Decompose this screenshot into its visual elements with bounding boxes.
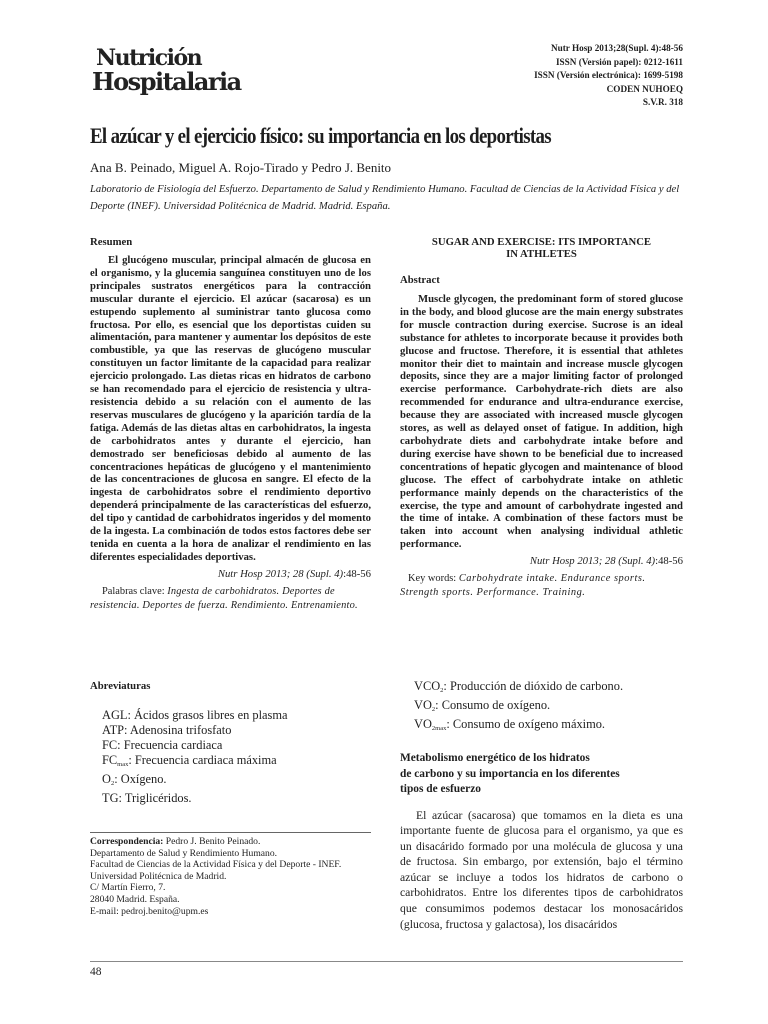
resumen-text: El glucógeno muscular, principal almacén de glucosa en el organismo, y la glucemia sanguínea constituyen uno de los principales sustratos energéticos para la contracción muscular durante el ejercicio. El azúcar (sacarosa) es un estupendo suplemento al suministrar tanto glucosa como fructosa. Por ello, es esencial que los deportistas cuiden su alimentación, para mantener y aumentar los depósitos de este combustible, ya que las reservas de glucógeno muscular constituyen un factor limitante de la capacidad para realizar ejercicio prolongado. Las dietas ricas en hidratos de carbono se han recomendado para el ejercicio de resistencia y ultra-resistencia debido a su relación con el aumento de las reservas musculares de glucógeno y la aparición tardía de la fatiga. Además de las dietas altas en carbohidratos, la ingesta de carbohidratos antes y durante el ejercicio, han demostrado ser beneficiosas debido al aumento de las concentraciones hepáticas de glucógeno y el mantenimiento de las concentraciones de glucosa en sangre. El efecto de la ingesta de carbohidratos sobre el rendimiento deportivo dependerá principalmente de las características del esfuerzo, del tipo y cantidad de carbohidratos ingeridos y del momento de la ingesta. La combinación de todos estos factores debe ser tenida en cuenta a la hora de analizar el rendimiento en las diferentes especialidades deportivas. bbox=[90, 254, 371, 563]
abbreviation-item: $VCO_2$: Producción de dióxido de carbono. bbox=[414, 679, 624, 694]
journal-logo bbox=[92, 46, 252, 94]
correspondence-name: Pedro J. Benito Peinado. bbox=[165, 836, 261, 847]
meta-issn-print: ISSN (Versión papel): 0212-1611 bbox=[555, 56, 683, 67]
abstract-keywords bbox=[400, 572, 683, 600]
correspondence-line: C/ Martín Fierro, 7. bbox=[90, 882, 166, 894]
correspondence-line: Facultad de Ciencias de la Actividad Física y del Deporte - INEF. bbox=[90, 859, 342, 871]
resumen-section bbox=[90, 236, 371, 613]
abstract-text: Muscle glycogen, the predominant form of stored glucose in the body, and blood glucose are the main energy substrates for muscle contraction during exercise. Sucrose is an ideal substance for athletes to incorporate because it provides both glucose and fructose. Therefore, it is essential that athletes monitor their diet to maintain and increase muscle glycogen deposits, since they are a major limiting factor of prolonged exercise performance. Carbohydrate-rich diets are also recommended for endurance and ultra-endurance exercise, because they are associated with increased muscle glycogen stores, as well as delayed onset of fatigue. In addition, high carbohydrate diets and carbohydrate intake before and during exercise have shown to be beneficial due to increased concentrations of hepatic glycogen and maintenance of blood glucose. The effect of carbohydrate intake on athletic performance mainly depends on the characteristics of the exercise, the type and amount of carbohydrate ingested and the time of intake. A combination of these factors must be taken into account when analysing individual athletic performance. bbox=[400, 293, 683, 551]
correspondence-block bbox=[90, 836, 371, 917]
abstract-citation-pages: :48-56 bbox=[655, 555, 683, 568]
resumen-heading: Resumen bbox=[90, 236, 133, 248]
abbreviation-item: $FC_{max}$: Frecuencia cardiaca máxima bbox=[102, 753, 277, 768]
english-title-line1: SUGAR AND EXERCISE: ITS IMPORTANCE bbox=[431, 236, 652, 248]
meta-issn-electronic: ISSN (Versión electrónica): 1699-5198 bbox=[534, 70, 683, 81]
article-affiliation: Laboratorio de Fisiología del Esfuerzo. Departamento de Salud y Rendimiento Humano. Facultad de Ciencias de la Actividad Física y del Deporte (INEF). Universidad Politécnica de Madrid. Madrid. España. bbox=[90, 184, 680, 212]
abbreviation-item: ATP: Adenosina trifosfato bbox=[102, 723, 232, 737]
article-title: El azúcar y el ejercicio físico: su importancia en los deportistas bbox=[90, 123, 551, 148]
meta-coden: CODEN NUHOEQ bbox=[606, 83, 683, 94]
page-number: 48 bbox=[90, 966, 102, 978]
correspondence-line: Departamento de Salud y Rendimiento Humano. bbox=[90, 847, 278, 859]
resumen-citation-journal: Nutr Hosp 2013; 28 (Supl. 4) bbox=[217, 567, 344, 580]
journal-logo-line2: Hospitalaria bbox=[92, 67, 241, 96]
correspondence-line: Universidad Politécnica de Madrid. bbox=[90, 870, 227, 882]
metabolism-heading bbox=[400, 751, 683, 798]
metabolism-heading-line3: tipos de esfuerzo bbox=[400, 783, 481, 795]
abbreviation-item: $O_2$: Oxígeno. bbox=[102, 772, 167, 787]
footer-rule bbox=[90, 961, 683, 962]
metabolism-section bbox=[400, 751, 683, 932]
abbreviation-item: FC: Frecuencia cardiaca bbox=[102, 738, 223, 752]
correspondence-line: 28040 Madrid. España. bbox=[90, 893, 180, 905]
journal-logo-line1: Nutrición bbox=[96, 45, 202, 71]
abbreviations-section bbox=[90, 680, 371, 806]
resumen-keywords-values: Ingesta de carbohidratos. Deportes de resistencia. Deportes de fuerza. Rendimiento. Entrenamiento. bbox=[90, 585, 358, 611]
metabolism-heading-line1: Metabolismo energético de los hidratos bbox=[400, 752, 590, 764]
correspondence-header bbox=[90, 836, 371, 848]
abstract-body bbox=[400, 293, 683, 551]
abbreviation-item: TG: Triglicéridos. bbox=[102, 791, 192, 805]
abstract-keywords-values: Carbohydrate intake. Endurance sports. Strength sports. Performance. Training. bbox=[400, 573, 646, 599]
abstract-heading: Abstract bbox=[400, 274, 440, 286]
abbreviation-item: AGL: Ácidos grasos libres en plasma bbox=[102, 708, 288, 722]
abbreviations-list-right bbox=[400, 679, 683, 736]
correspondence-rule bbox=[90, 832, 371, 833]
meta-citation: Nutr Hosp 2013;28(Supl. 4):48-56 bbox=[550, 43, 683, 53]
abbreviations-list bbox=[90, 708, 371, 806]
correspondence-label: Correspondencia: bbox=[90, 836, 164, 847]
abbreviations-heading: Abreviaturas bbox=[90, 680, 151, 692]
meta-svr: S.V.R. 318 bbox=[642, 97, 683, 108]
english-title-line2: IN ATHLETES bbox=[506, 248, 577, 260]
journal-metadata bbox=[534, 42, 683, 110]
article-authors: Ana B. Peinado, Miguel A. Rojo-Tirado y Pedro J. Benito bbox=[90, 160, 392, 175]
english-title bbox=[400, 236, 683, 260]
metabolism-body bbox=[400, 808, 683, 933]
abbreviation-item: $VO_{2max}$: Consumo de oxígeno máximo. bbox=[414, 717, 606, 732]
resumen-citation bbox=[90, 567, 371, 581]
abstract-section bbox=[400, 236, 683, 600]
resumen-citation-pages: :48-56 bbox=[343, 567, 371, 580]
resumen-body bbox=[90, 254, 371, 564]
abstract-keywords-label: Key words: bbox=[408, 573, 457, 585]
abstract-citation-journal: Nutr Hosp 2013; 28 (Supl. 4) bbox=[529, 555, 656, 568]
abstract-citation bbox=[400, 554, 683, 568]
abbreviation-item: $VO_2$: Consumo de oxígeno. bbox=[414, 698, 551, 713]
resumen-keywords-label: Palabras clave: bbox=[102, 585, 165, 597]
resumen-keywords bbox=[90, 585, 371, 613]
metabolism-paragraph: El azúcar (sacarosa) que tomamos en la dieta es una importante fuente de glucosa para el organismo, ya que es un disacárido formado por una molécula de glucosa y una de fructosa. Sin embargo, por extensión, bajo el término azúcar se incluye a todos los hidratos de carbono o carbohidratos. Entre los diferentes tipos de carbohidratos que consumimos podemos destacar los monosacáridos (glucosa, fructosa y galactosa), los disacáridos bbox=[400, 808, 683, 931]
correspondence-email: E-mail: pedroj.benito@upm.es bbox=[90, 905, 209, 917]
metabolism-heading-line2: de carbono y su importancia en los diferentes bbox=[400, 767, 620, 780]
